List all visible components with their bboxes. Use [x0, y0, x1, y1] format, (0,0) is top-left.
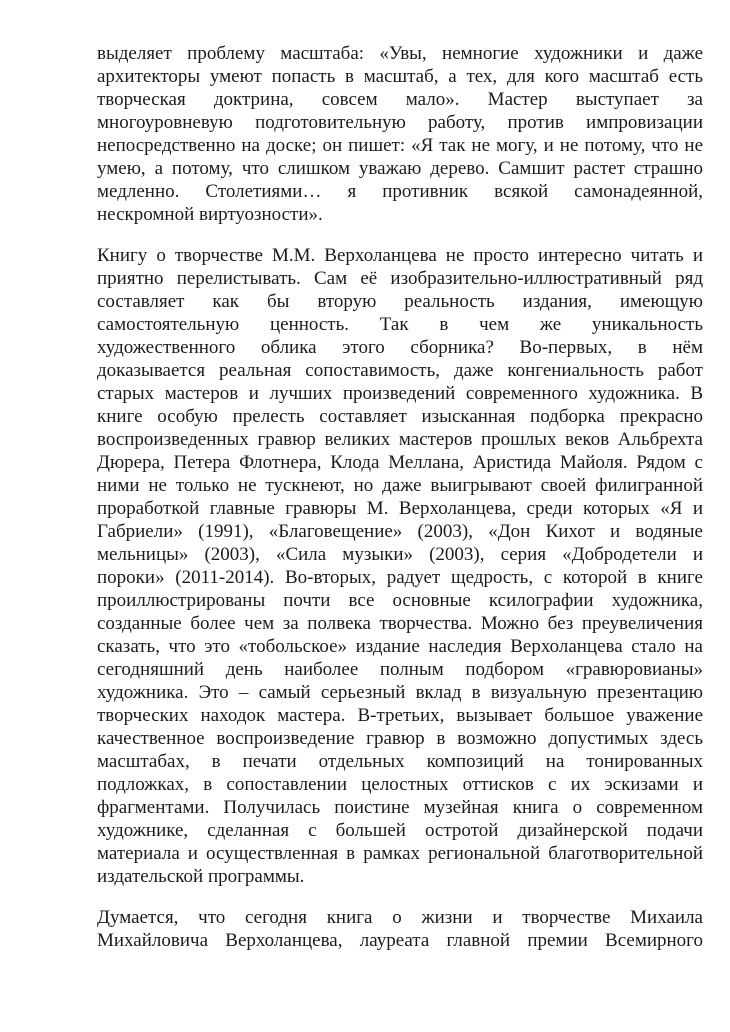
text-line: Книгу о творчестве М.М. Верхоланцева не просто интересно читать и — [97, 245, 703, 266]
text-line: Михайловича Верхоланцева, лауреата главной премии Всемирного — [97, 930, 703, 951]
text-line: сказать, что это «тобольское» издание наследия Верхоланцева стало на — [97, 636, 703, 657]
text-line: Думается, что сегодня книга о жизни и творчестве Михаила — [97, 907, 703, 928]
paragraph — [97, 906, 703, 952]
text-line: мельницы» (2003), «Сила музыки» (2003), серия «Добродетели и — [97, 544, 703, 565]
paragraph — [97, 42, 703, 226]
text-line: фрагментами. Получилась поистине музейная книга о современном — [97, 797, 703, 818]
text-line: художника. Это – самый серьезный вклад в визуальную презентацию — [97, 682, 703, 703]
paragraph — [97, 244, 703, 888]
text-line: творческих находок мастера. В-третьих, вызывает большое уважение — [97, 705, 703, 726]
text-line: непосредственно на доске; он пишет: «Я так не могу, и не потому, что не — [97, 135, 703, 156]
text-line: художественного облика этого сборника? Во-первых, в нём — [97, 337, 703, 358]
text-line: материала и осуществленная в рамках региональной благотворительной — [97, 843, 703, 864]
text-line: нескромной виртуозности». — [97, 204, 323, 225]
text-line: масштабах, в печати отдельных композиций на тонированных — [97, 751, 703, 772]
text-line: ними не только не тускнеют, но даже выигрывают своей филигранной — [97, 475, 703, 496]
text-line: творческая доктрина, совсем мало». Мастер выступает за — [97, 89, 703, 110]
text-line: медленно. Столетиями… я противник всякой самонадеянной, — [97, 181, 703, 202]
text-line: доказывается реальная сопоставимость, даже конгениальность работ — [97, 360, 703, 381]
text-line: приятно перелистывать. Сам её изобразительно-иллюстративный ряд — [97, 268, 703, 289]
text-line: воспроизведенных гравюр великих мастеров прошлых веков Альбрехта — [97, 429, 703, 450]
text-line: составляет как бы вторую реальность издания, имеющую — [97, 291, 703, 312]
text-line: архитекторы умеют попасть в масштаб, а тех, для кого масштаб есть — [97, 66, 703, 87]
text-line: многоуровневую подготовительную работу, против импровизации — [97, 112, 703, 133]
text-line: Дюрера, Петера Флотнера, Клода Меллана, Аристида Майоля. Рядом с — [97, 452, 703, 473]
text-line: самостоятельную ценность. Так в чем же уникальность — [97, 314, 703, 335]
text-line: издательской программы. — [97, 866, 305, 887]
text-line: проиллюстрированы почти все основные ксилографии художника, — [97, 590, 703, 611]
text-line: проработкой главные гравюры М. Верхоланцева, среди которых «Я и — [97, 498, 703, 519]
text-line: старых мастеров и лучших произведений современного художника. В — [97, 383, 703, 404]
text-line: сегодняшний день наиболее полным подбором «гравюровианы» — [97, 659, 703, 680]
text-line: пороки» (2011-2014). Во-вторых, радует щедрость, с которой в книге — [97, 567, 703, 588]
text-line: книге особую прелесть составляет изысканная подборка прекрасно — [97, 406, 703, 427]
text-line: умею, а потому, что слишком уважаю дерево. Самшит растет страшно — [97, 158, 703, 179]
text-line: художнике, сделанная с большей остротой дизайнерской подачи — [97, 820, 703, 841]
text-line: выделяет проблему масштаба: «Увы, немногие художники и даже — [97, 43, 703, 64]
text-line: качественное воспроизведение гравюр в возможно допустимых здесь — [97, 728, 703, 749]
text-line: подложках, в сопоставлении целостных оттисков с их эскизами и — [97, 774, 703, 795]
text-line: Габриели» (1991), «Благовещение» (2003), «Дон Кихот и водяные — [97, 521, 703, 542]
text-line: созданные более чем за полвека творчества. Можно без преувеличения — [97, 613, 703, 634]
